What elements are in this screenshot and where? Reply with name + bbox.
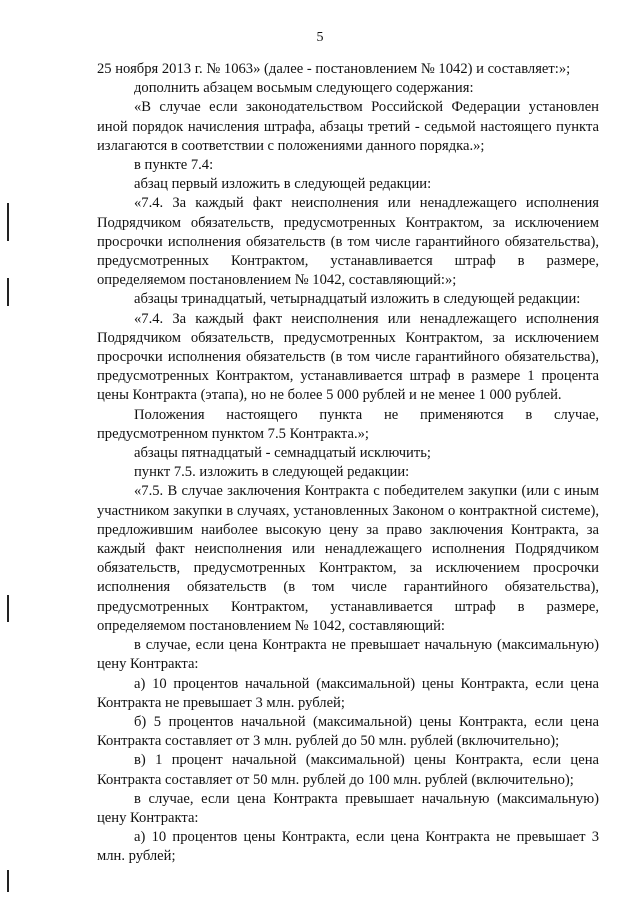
paragraph: в) 1 процент начальной (максимальной) цены Контракта, если цена Контракта составляет от 50 млн. рублей до 100 млн. рублей (включительно); bbox=[97, 752, 599, 788]
paragraph: Положения настоящего пункта не применяются в случае, предусмотренном пунктом 7.5 Контракта.»; bbox=[97, 406, 599, 442]
paragraph: а) 10 процентов начальной (максимальной) цены Контракта, если цена Контракта не превышает 3 млн. рублей; bbox=[97, 675, 599, 711]
margin-mark bbox=[7, 278, 9, 306]
paragraph: б) 5 процентов начальной (максимальной) цены Контракта, если цена Контракта составляет от 3 млн. рублей до 50 млн. рублей (включительно); bbox=[97, 713, 599, 750]
margin-mark bbox=[7, 203, 9, 241]
paragraph: «В случае если законодательством Российской Федерации установлен иной порядок начисления штрафа, абзацы третий - седьмой настоящего пункта излагаются в соответствии с положениями данного порядка.»; bbox=[97, 99, 599, 154]
paragraph: в случае, если цена Контракта превышает начальную (максимальную) цену Контракта: bbox=[97, 790, 599, 826]
margin-mark bbox=[7, 870, 9, 892]
page-number: 5 bbox=[316, 30, 324, 45]
paragraph: дополнить абзацем восьмым следующего содержания: bbox=[134, 80, 474, 97]
margin-mark bbox=[7, 595, 9, 622]
paragraph: в случае, если цена Контракта не превышает начальную (максимальную) цену Контракта: bbox=[97, 637, 599, 673]
paragraph: в пункте 7.4: bbox=[134, 157, 214, 174]
paragraph: абзацы пятнадцатый - семнадцатый исключить; bbox=[134, 445, 431, 462]
paragraph: пункт 7.5. изложить в следующей редакции: bbox=[134, 464, 410, 481]
paragraph: абзацы тринадцатый, четырнадцатый изложить в следующей редакции: bbox=[134, 291, 581, 308]
paragraph: а) 10 процентов цены Контракта, если цена Контракта не превышает 3 млн. рублей; bbox=[97, 829, 599, 865]
paragraph: абзац первый изложить в следующей редакции: bbox=[134, 176, 432, 193]
paragraph: «7.5. В случае заключения Контракта с победителем закупки (или с иным участником закупки в случаях, установленных Законом о контрактной системе), предложившим наиболее высокую цену за право заключения Контракта, за каждый факт неисполнения или ненадлежащего исполнения Подрядчиком обязательств, предусмотренных Контрактом, за исключением просрочки исполнения обязательств (в том числе гарантийного обязательства), предусмотренных Контрактом, устанавливается штраф в размере, определяемом постановлением № 1042, составляющий: bbox=[97, 483, 599, 634]
paragraph: «7.4. За каждый факт неисполнения или ненадлежащего исполнения Подрядчиком обязательств, предусмотренных Контрактом, за исключением просрочки исполнения обязательств (в том числе гарантийного обязательства), предусмотренных Контрактом, устанавливается штраф в размере 1 процента цены Контракта (этапа), но не более 5 000 рублей и не менее 1 000 рублей. bbox=[97, 310, 599, 404]
document-body bbox=[97, 60, 599, 867]
paragraph: «7.4. За каждый факт неисполнения или ненадлежащего исполнения Подрядчиком обязательств, предусмотренных Контрактом, за исключением просрочки исполнения обязательств (в том числе гарантийного обязательства), предусмотренных Контрактом, устанавливается штраф в размере, определяемом постановлением № 1042, составляющий:»; bbox=[97, 195, 599, 289]
paragraph: 25 ноября 2013 г. № 1063» (далее - постановлением № 1042) и составляет:»; bbox=[97, 61, 571, 77]
